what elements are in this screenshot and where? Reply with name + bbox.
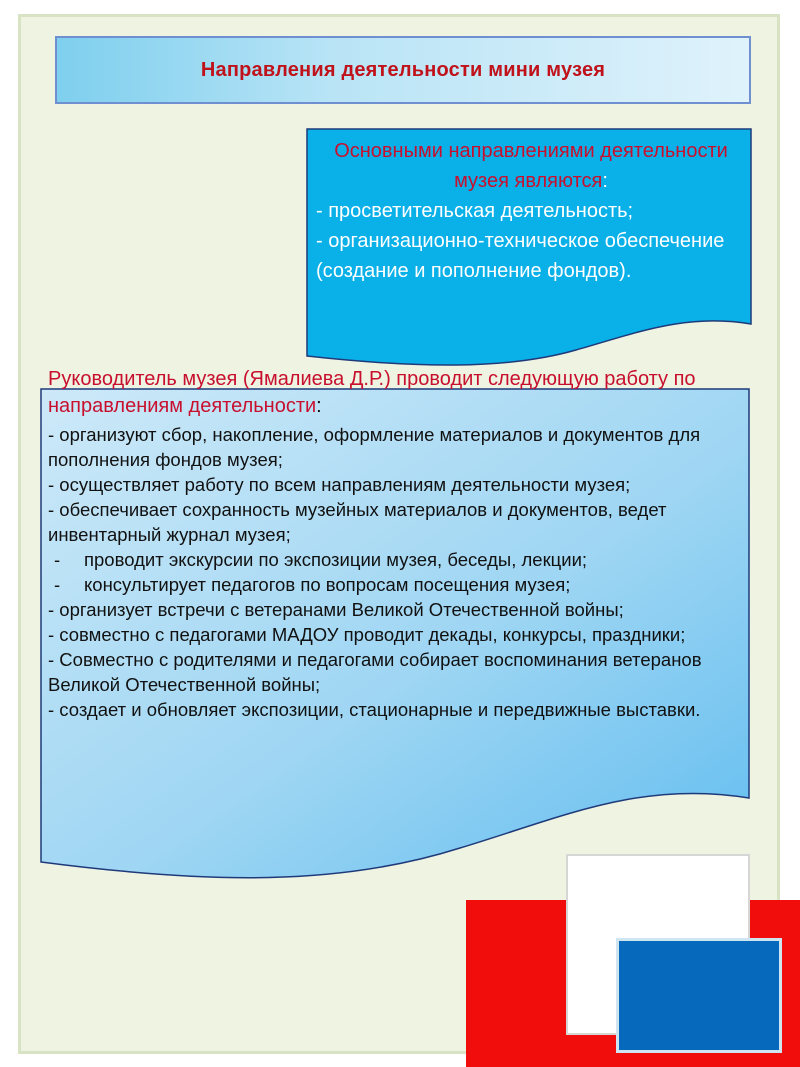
list-item: - осуществляет работу по всем направлениям деятельности музея;	[48, 474, 631, 495]
list-item: - создает и обновляет экспозиции, стационарные и передвижные выставки.	[48, 699, 701, 720]
main-directions-heading: Основными направлениями деятельности музея являются:	[334, 140, 728, 192]
list-item: - обеспечивает сохранность музейных материалов и документов, ведет инвентарный журнал музея;	[48, 499, 667, 545]
flag-blue-block	[616, 938, 782, 1053]
list-item: - совместно с педагогами МАДОУ проводит декады, конкурсы, праздники;	[48, 624, 686, 645]
main-directions-text	[316, 136, 746, 286]
leader-work-list	[48, 422, 748, 722]
list-item: - организует встречи с ветеранами Великой Отечественной войны;	[48, 599, 624, 620]
title-banner	[55, 36, 751, 104]
main-direction-item: - организационно-техническое обеспечение (создание и пополнение фондов).	[316, 230, 725, 282]
list-item: - проводит экскурсии по экспозиции музея, беседы, лекции;	[48, 547, 748, 572]
list-item: - консультирует педагогов по вопросам посещения музея;	[48, 572, 748, 597]
page-title: Направления деятельности мини музея	[200, 58, 606, 81]
list-item: - организуют сбор, накопление, оформление материалов и документов для пополнения фондов музея;	[48, 424, 701, 470]
main-direction-item: - просветительская деятельность;	[316, 200, 634, 222]
leader-work-heading: Руководитель музея (Ямалиева Д.Р.) проводит следующую работу по направлениям деятельности:	[48, 368, 696, 417]
list-item: - Совместно с родителями и педагогами собирает воспоминания ветеранов Великой Отечественной войны;	[48, 649, 702, 695]
